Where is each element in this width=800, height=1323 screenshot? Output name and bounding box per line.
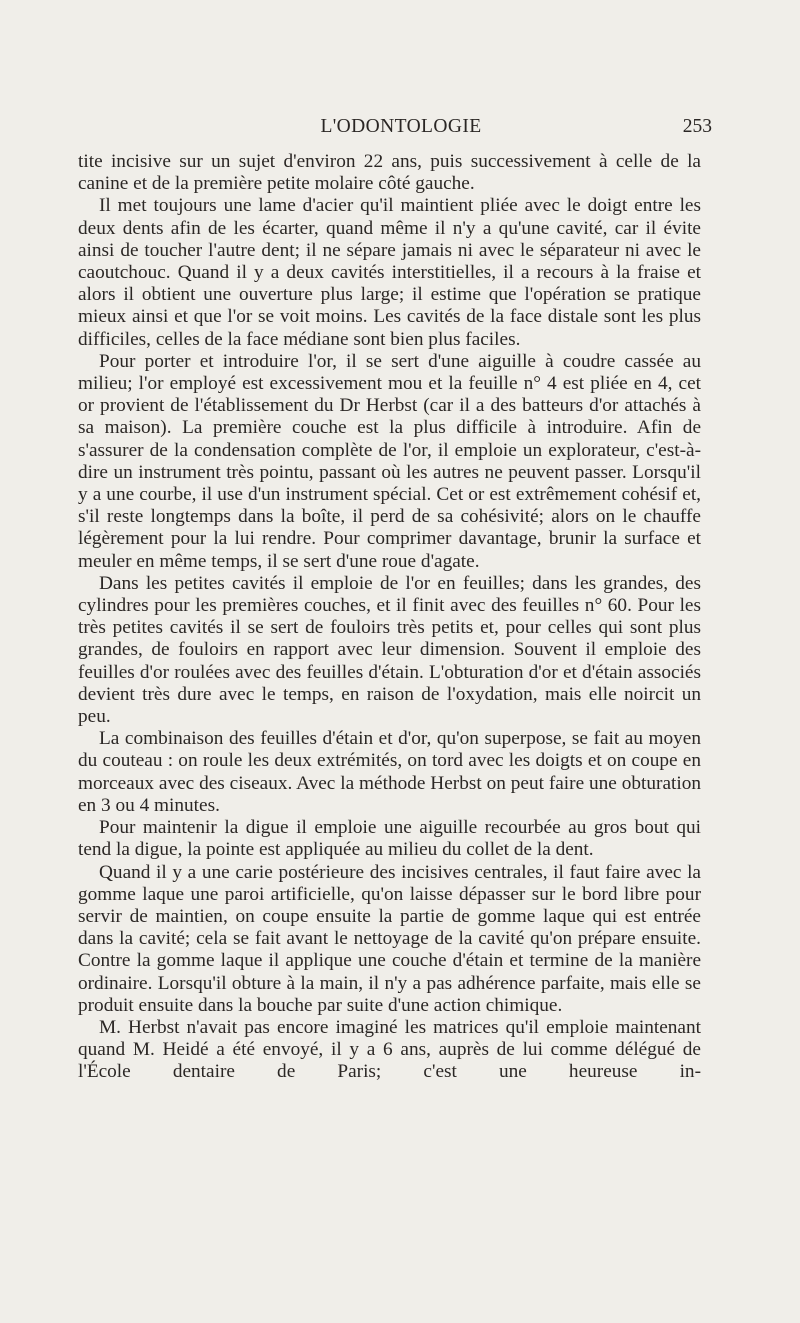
- paragraph-6: Pour maintenir la digue il emploie une aiguille recourbée au gros bout qui tend la digue, la pointe est appliquée au milieu du collet de la dent.: [78, 817, 701, 861]
- page-body: [78, 151, 701, 1084]
- running-title: L'ODONTOLOGIE: [320, 116, 482, 137]
- paragraph-1: tite incisive sur un sujet d'environ 22 ans, puis successivement à celle de la canine et de la première petite molaire côté gauche.: [78, 151, 701, 195]
- paragraph-5: La combinaison des feuilles d'étain et d'or, qu'on superpose, se fait au moyen du couteau : on roule les deux extrémités, on tord avec les doigts et on coupe en morceaux avec des ciseaux. Avec la méthode Herbst on peut faire une obturation en 3 ou 4 minutes.: [78, 728, 701, 816]
- paragraph-3: Pour porter et introduire l'or, il se sert d'une aiguille à coudre cassée au milieu; l'or employé est excessivement mou et la feuille n° 4 est pliée en 4, cet or provient de l'établissement du Dr Herbst (car il a des batteurs d'or attachés à sa maison). La première couche est la plus difficile à introduire. Afin de s'assurer de la condensation complète de l'or, il emploie un explorateur, c'est-à-dire un instrument très pointu, passant où les autres ne peuvent passer. Lorsqu'il y a une courbe, il use d'un instrument spécial. Cet or est extrêmement cohésif et, s'il reste longtemps dans la boîte, il perd de sa cohésivité; alors on le chauffe légèrement pour la lui rendre. Pour comprimer davantage, brunir la surface et meuler en même temps, il se sert d'une roue d'agate.: [78, 350, 701, 572]
- paragraph-4: Dans les petites cavités il emploie de l'or en feuilles; dans les grandes, des cylindres pour les premières couches, et il finit avec des feuilles n° 60. Pour les très petites cavités il se sert de fouloirs très petits et, pour celles qui sont plus grandes, de fouloirs en rapport avec leur dimension. Souvent il emploie des feuilles d'or roulées avec des feuilles d'étain. L'obturation d'or et d'étain associés devient très dure avec le temps, en raison de l'oxydation, mais elle noircit un peu.: [78, 572, 701, 728]
- page-number: 253: [682, 116, 712, 137]
- page-header: [78, 116, 724, 142]
- paragraph-8: M. Herbst n'avait pas encore imaginé les matrices qu'il emploie maintenant quand M. Heidé a été envoyé, il y a 6 ans, auprès de lui comme délégué de l'École dentaire de Paris; c'est une heureuse in-: [78, 1016, 701, 1083]
- paragraph-7: Quand il y a une carie postérieure des incisives centrales, il faut faire avec la gomme laque une paroi artificielle, qu'on laisse dépasser sur le bord libre pour servir de maintien, on coupe ensuite la partie de gomme laque qui est entrée dans la cavité; cela se fait avant le nettoyage de la cavité qu'on prépare ensuite. Contre la gomme laque il applique une couche d'étain et termine de la manière ordinaire. Lorsqu'il obture à la main, il n'y a pas adhérence parfaite, mais elle se produit ensuite dans la bouche par suite d'une action chimique.: [78, 861, 701, 1016]
- paragraph-2: Il met toujours une lame d'acier qu'il maintient pliée avec le doigt entre les deux dents afin de les écarter, quand même il n'y a qu'une cavité, car il évite ainsi de toucher l'autre dent; il ne sépare jamais ni avec le séparateur ni avec le caoutchouc. Quand il y a deux cavités interstitielles, il a recours à la fraise et alors il obtient une ouverture plus large; il estime que l'opération se pratique mieux ainsi et que l'or se voit moins. Les cavités de la face distale sont les plus difficiles, celles de la face médiane sont bien plus faciles.: [78, 195, 701, 350]
